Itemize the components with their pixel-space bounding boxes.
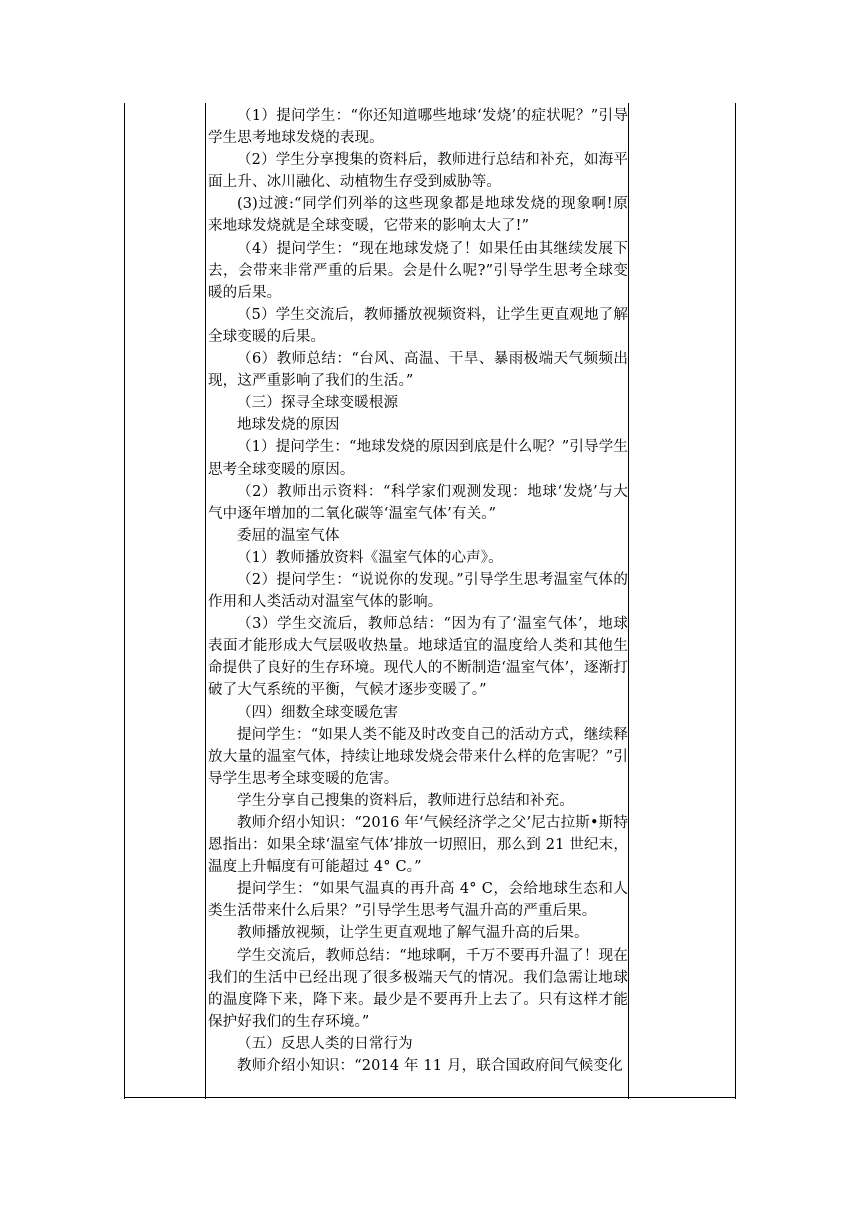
paragraph: 提问学生：“如果人类不能及时改变自己的活动方式，继续释放大量的温室气体，持续让地球发烧会带来什么样的危害呢？”引导学生思考全球变暖的危害。 — [208, 726, 628, 787]
paragraph: 教师介绍小知识：“2014 年 11 月，联合国政府间气候变化 — [237, 1058, 623, 1075]
lesson-process-cell — [208, 105, 628, 1077]
paragraph: 学生分享自己搜集的资料后，教师进行总结和补充。 — [237, 792, 574, 809]
paragraph: 教师介绍小知识：“2016 年‘气候经济学之父’尼古拉斯•斯特恩指出：如果全球‘温室气体’排放一切照旧，那么到 21 世纪末，温度上升幅度有可能超过 4° C。” — [208, 815, 628, 876]
paragraph: （3）学生交流后，教师总结：“因为有了‘温室气体’，地球表面才能形成大气层吸收热量。地球适宜的温度给人类和其他生命提供了良好的生存环境。现代人的不断制造‘温室气体’，逐渐打破了大气系统的平衡，气候才逐步变暖了。” — [208, 616, 628, 699]
subsection-heading: 委屈的温室气体 — [237, 527, 340, 544]
table-border-bottom — [124, 1097, 736, 1098]
paragraph: （6）教师总结：“台风、高温、干旱、暴雨极端天气频频出现，这严重影响了我们的生活。” — [208, 351, 628, 390]
paragraph: 教师播放视频，让学生更直观地了解气温升高的后果。 — [237, 925, 589, 942]
paragraph: （2）学生分享搜集的资料后，教师进行总结和补充，如海平面上升、冰川融化、动植物生存受到威胁等。 — [208, 152, 628, 191]
section-heading: （四）细数全球变暖危害 — [237, 704, 399, 721]
paragraph: 学生交流后，教师总结：“地球啊，千万不要再升温了！现在我们的生活中已经出现了很多极端天气的情况。我们急需让地球的温度降下来，降下来。最少是不要再升上去了。只有这样才能保护好我们的生存环境。” — [208, 947, 628, 1030]
paragraph: （2）提问学生：“说说你的发现。”引导学生思考温室气体的作用和人类活动对温室气体的影响。 — [208, 571, 628, 611]
paragraph: （1）提问学生：“地球发烧的原因到底是什么呢？”引导学生思考全球变暖的原因。 — [208, 439, 628, 478]
table-border-col1 — [205, 103, 206, 1099]
subsection-heading: 地球发烧的原因 — [237, 417, 340, 434]
paragraph: 提问学生：“如果气温真的再升高 4° C，会给地球生态和人类生活带来什么后果？”引导学生思考气温升高的严重后果。 — [208, 881, 628, 920]
table-border-col2 — [628, 103, 629, 1099]
table-border-right — [735, 103, 736, 1099]
section-heading: （五）反思人类的日常行为 — [237, 1035, 413, 1052]
section-heading: （三）探寻全球变暖根源 — [237, 395, 399, 412]
paragraph: （4）提问学生：“现在地球发烧了！如果任由其继续发展下去，会带来非常严重的后果。会是什么呢?”引导学生思考全球变暖的后果。 — [208, 240, 628, 301]
table-border-left — [124, 103, 125, 1099]
paragraph: （1）教师播放资料《温室气体的心声》。 — [237, 549, 503, 566]
paragraph: (3)过渡:“同学们列举的这些现象都是地球发烧的现象啊!原来地球发烧就是全球变暖，它带来的影响太大了!” — [208, 196, 628, 235]
paragraph: （2）教师出示资料：“科学家们观测发现：地球‘发烧’与大气中逐年增加的二氧化碳等‘温室气体’有关。” — [208, 483, 628, 522]
paragraph: （5）学生交流后，教师播放视频资料，让学生更直观地了解全球变暖的后果。 — [208, 306, 628, 345]
paragraph: （1）提问学生：“你还知道哪些地球‘发烧’的症状呢？”引导学生思考地球发烧的表现。 — [208, 108, 628, 147]
